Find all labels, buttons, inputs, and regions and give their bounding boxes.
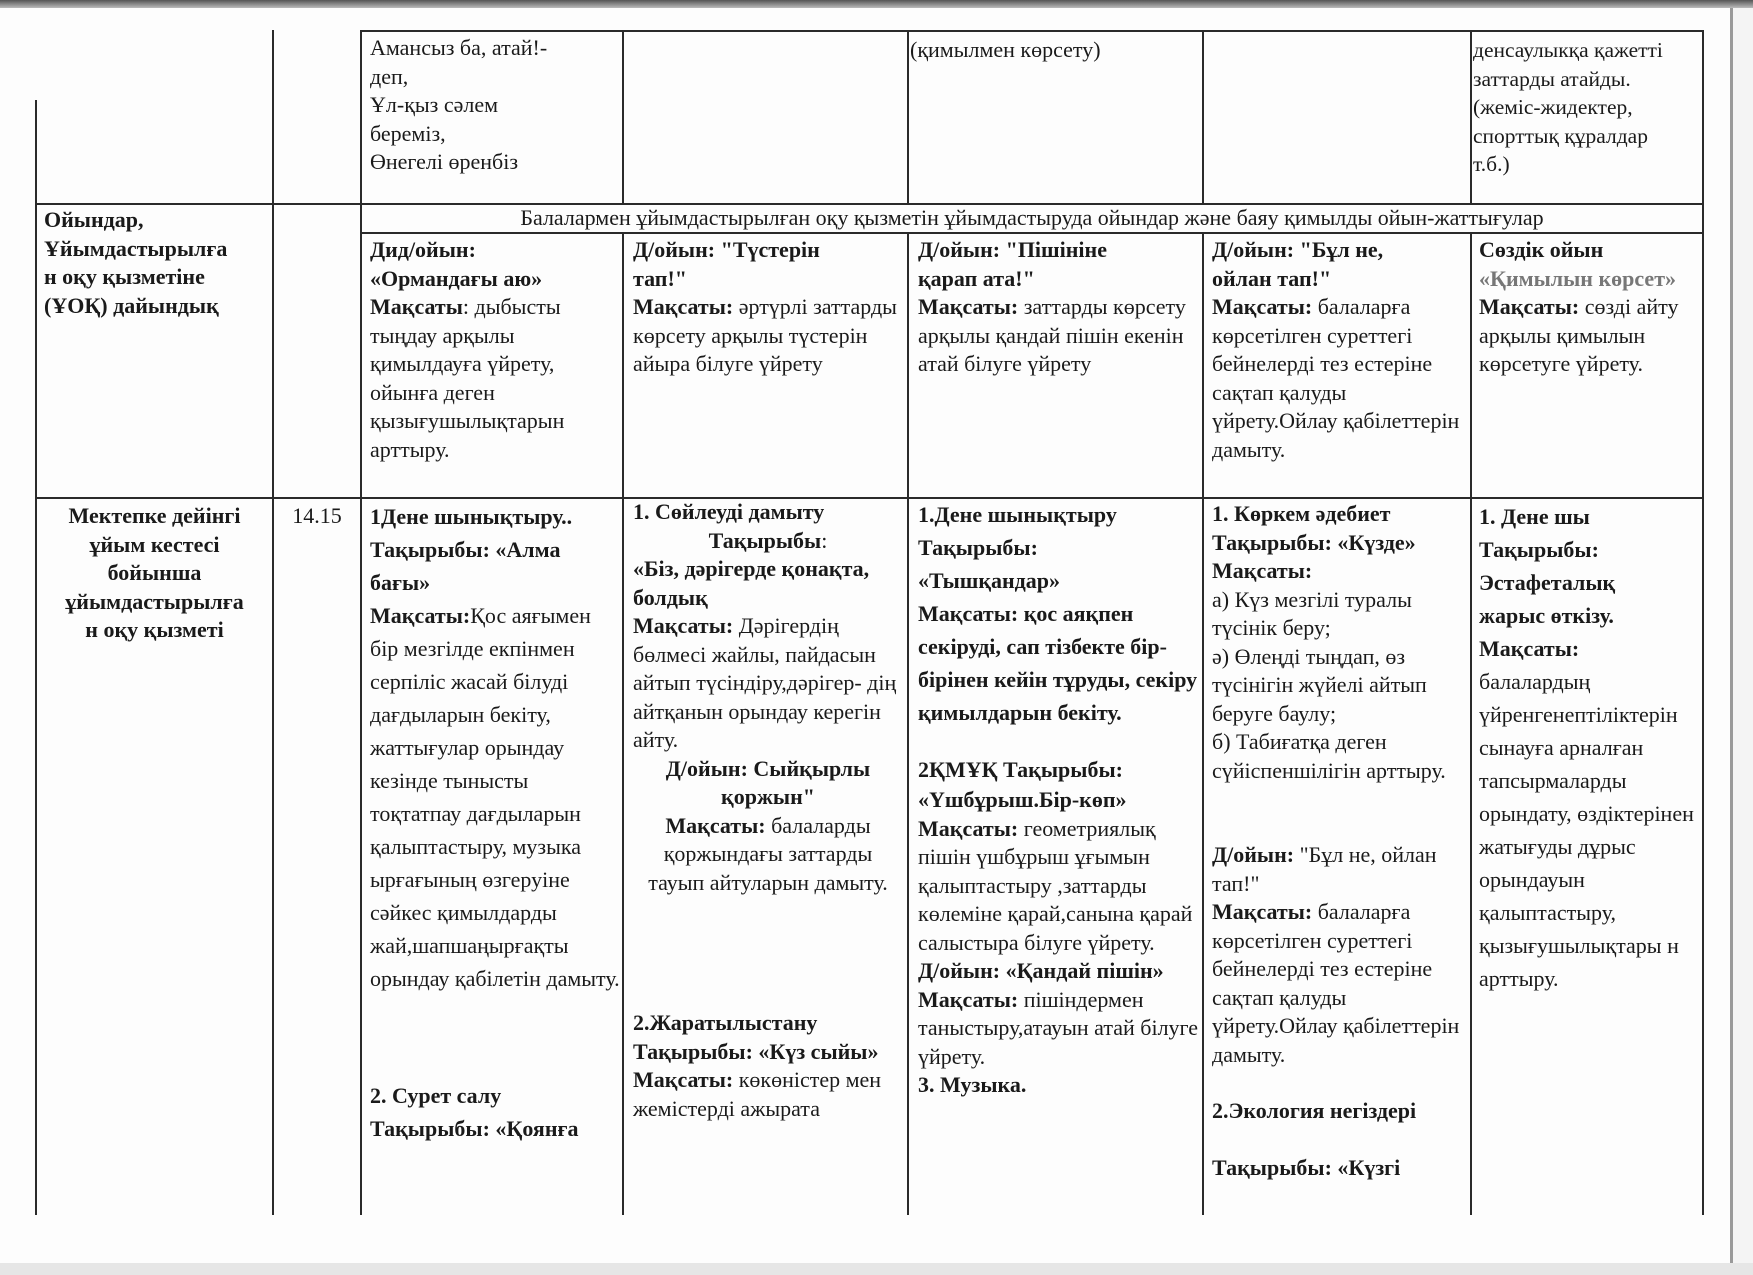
label-line: н оқу қызметі [85, 617, 224, 642]
goal-text: геометриялық пішін үшбұрыш ұғымын қалыптастыру ,заттарды көлеміне қарай,санына қарай салыстыра білуге үйрету. [918, 815, 1193, 955]
topic-colon: : [821, 527, 828, 553]
game-cell-friday [1479, 236, 1699, 379]
lesson-cell-friday [1479, 500, 1694, 995]
health-items-note [1473, 36, 1701, 179]
game-title: Д/ойын: "Бұл не, [1212, 237, 1384, 262]
col-border [1202, 30, 1204, 203]
col-border [1202, 232, 1204, 1215]
goal-text: көкөністер мен жемістерді ажырата [633, 1067, 882, 1121]
goal-text: балаларға көрсетілген суреттегі бейнелерді тез естеріне сақтап қалуды үйрету.Ойлау қабілеттерін дамыту. [1212, 899, 1460, 1067]
goal-label: Мақсаты: [665, 812, 766, 838]
goal-label: Мақсаты: [1479, 294, 1580, 319]
game-name: «Қимылын көрсет» [1479, 265, 1677, 291]
lesson-cell-wednesday [918, 498, 1200, 1100]
goal-text: балаларды қоржындағы заттарды тауып айтуларын дамыту. [648, 812, 888, 895]
game-name: "Бұл не, ойлан тап!" [1212, 842, 1437, 896]
lesson-title: 1. Сөйлеуді дамыту [633, 499, 825, 524]
lesson-title: 1Дене шынықтыру.. [370, 504, 573, 529]
lesson-cell-thursday [1212, 500, 1468, 1182]
goal-label: Мақсаты [370, 294, 463, 319]
goal-label: Мақсаты: [633, 1067, 734, 1092]
col-border [622, 232, 624, 1215]
col-border [1702, 30, 1704, 1215]
scan-bottom-edge [0, 1263, 1753, 1275]
game-title: «Ормандағы аю» [370, 265, 543, 291]
row-label-schedule [37, 502, 272, 645]
note-line: заттарды атайды. [1473, 66, 1631, 91]
goal-item: б) Табиғатқа деген сүйіспеншілігін арттыру. [1212, 729, 1446, 783]
games-banner: Балалармен ұйымдастырылған оқу қызметін ұйымдастыруда ойындар және баяу қимылды ойын-жаттығулар [520, 205, 1544, 230]
lesson-topic: Тақырыбы: «Алма бағы» [370, 537, 561, 595]
game-title: Сөздік ойын [1479, 237, 1604, 262]
show-by-movement: (қимылмен көрсету) [910, 37, 1101, 62]
lesson-topic: Тақырыбы: «Күзде» [1212, 529, 1416, 555]
label-line: н оқу қызметіне [44, 264, 205, 289]
goal-text: балаларға көрсетілген суреттегі бейнелерді тез естеріне сақтап қалуды үйрету.Ойлау қабілеттерін дамыту. [1212, 294, 1460, 462]
lesson-title: 1. Көркем әдебиет [1212, 501, 1391, 526]
lesson-title: 2. Сурет салу [370, 1083, 502, 1108]
col-border [1470, 30, 1472, 203]
label-line: Мектепке дейінгі [68, 503, 241, 528]
verse-line: Өнегелі өренбіз [370, 149, 519, 174]
label-line: ұйымдастырылға [65, 588, 244, 614]
goal-text: Дәрігердің бөлмесі жайлы, пайдасын айтып түсіндіру,дәрігер- дің айтқанын орындау керегін айту. [633, 613, 897, 752]
game-title: ойлан тап!" [1212, 265, 1332, 291]
col-border [907, 232, 909, 1215]
label-line: (ҰОҚ) дайындық [44, 292, 219, 318]
lesson-goal: Мақсаты: қос аяқпен секіруді, сап тізбекте бір-бірінен кейін тұруды, секіру қимылдарын бекіту. [918, 601, 1198, 725]
game-title: қарап ата!" [918, 265, 1035, 291]
lesson-title: 2.Жаратылыстану [633, 1010, 818, 1035]
lesson-topic: Тақырыбы: [918, 535, 1038, 560]
label-line: бойынша [107, 560, 202, 585]
game-title: Дид/ойын: [370, 237, 476, 262]
lesson-topic: «Тышқандар» [918, 568, 1061, 593]
note-line: денсаулыкқа қажетті [1473, 38, 1663, 62]
verse-line: Ұл-қыз сәлем [370, 92, 499, 117]
col-border [907, 30, 909, 203]
goal-text: пішіндермен таныстыру,атауын атай білуге үйрету. [918, 986, 1199, 1069]
lesson-topic: «Біз, дәрігерде қонақта, болдық [633, 556, 870, 610]
goal-label: Мақсаты: [1212, 558, 1313, 583]
goal-label: Мақсаты: [1212, 294, 1313, 319]
goal-text: әртүрлі заттарды көрсету арқылы түстерін айыра білуге үйрету [633, 294, 897, 376]
note-line: (жеміс-жидектер, [1473, 95, 1633, 119]
goal-label: Мақсаты: [370, 603, 471, 628]
game-cell-monday [370, 236, 620, 464]
label-line: Ұйымдастырылға [44, 235, 228, 261]
row-label-games [44, 206, 269, 320]
note-line: спорттық құралдар [1473, 123, 1648, 148]
verse-line: Амансыз ба, атай!- [370, 35, 548, 60]
lesson-cell-tuesday [633, 498, 903, 1123]
game-title: Д/ойын: "Пішініне [918, 237, 1107, 262]
lesson-title: 3. Музыка. [918, 1072, 1027, 1097]
lesson-topic: Тақырыбы: «Қоянға [370, 1116, 579, 1141]
lesson-topic: «Үшбұрыш.Бір-көп» [918, 787, 1127, 812]
game-title: Д/ойын: "Түстерін [633, 237, 820, 262]
goal-text: Қос аяғымен бір мезгілде екпінмен серпіліс жасай білуді дағдыларын бекіту, жаттығулар орындау кезінде тынысты тоқтатпау дағдыларын қалыптастыру, музыка ырғағының өзгеруіне сәйкес қимылдарды жай,шапшаңырғақты орындау қабілетін дамыту. [370, 603, 620, 991]
verse-line: береміз, [370, 120, 446, 146]
game-title: тап!" [633, 265, 688, 291]
goal-text: : дыбысты тыңдау арқылы қимылдауға үйрету, ойынға деген қызығушылықтарын арттыру. [370, 294, 565, 462]
lesson-topic: жарыс өткізу. [1479, 603, 1614, 628]
game-cell-tuesday [633, 236, 903, 379]
goal-item: ә) Өлеңді тыңдап, өз түсінігін жүйелі айтып беруге баулу; [1212, 643, 1427, 726]
game-label: Д/ойын: [1212, 842, 1295, 867]
time-value: 14.15 [292, 503, 342, 528]
col-border [35, 100, 37, 1215]
lesson-title: 1.Дене шынықтыру [918, 502, 1117, 527]
lesson-topic: Тақырыбы: «Күз сыйы» [633, 1038, 879, 1064]
col-border [622, 30, 624, 203]
lesson-topic: Эстафеталық [1479, 570, 1616, 595]
lesson-title: 2ҚМҰҚ Тақырыбы: [918, 757, 1123, 782]
goal-label: Мақсаты: [633, 613, 734, 638]
goal-label: Мақсаты: [918, 815, 1019, 841]
game-title: Д/ойын: Сыйқырлы қоржын" [665, 755, 871, 809]
row-top-border [360, 30, 1702, 32]
goal-label: Мақсаты: [1479, 636, 1580, 661]
lesson-title: 1. Дене шы [1479, 504, 1590, 529]
game-title: Д/ойын: «Қандай пішін» [918, 958, 1164, 983]
lesson-title: 2.Экология негіздері [1212, 1098, 1417, 1123]
col-border [1470, 232, 1472, 1215]
col-border [272, 30, 274, 1215]
greeting-verse [370, 34, 615, 177]
label-line: ұйым кестесі [89, 531, 220, 557]
lesson-topic: Тақырыбы: [1479, 537, 1599, 562]
note-line: т.б.) [1473, 152, 1510, 176]
goal-label: Мақсаты: [1212, 899, 1313, 924]
goal-label: Мақсаты: [633, 294, 734, 319]
goal-text: сөзді айту арқылы қимылын көрсетуге үйрету. [1479, 294, 1679, 376]
goal-text: заттарды көрсету арқылы қандай пішін екенін атай білуге үйрету [918, 294, 1186, 376]
goal-label: Мақсаты: [918, 294, 1019, 319]
lesson-cell-monday [370, 500, 620, 1145]
goal-label: Мақсаты: [918, 986, 1019, 1012]
goal-text: балалардың үйренгенептіліктерін сынауға арналған тапсырмаларды орындату, өздіктерінен жатығуды дұрыс орындауын қалыптастыру, қызығушылықтары н арттыру. [1479, 669, 1694, 991]
lesson-topic: Тақырыбы: «Күзгі [1212, 1154, 1401, 1180]
label-line: Ойындар, [44, 207, 144, 232]
goal-item: а) Күз мезгілі туралы түсінік беру; [1212, 586, 1412, 640]
topic-label: Тақырыбы [708, 527, 822, 553]
banner-divider [360, 232, 1702, 234]
game-cell-wednesday [918, 236, 1198, 379]
scan-top-edge [0, 0, 1753, 8]
verse-line: деп, [370, 63, 409, 89]
game-cell-thursday [1212, 236, 1468, 464]
